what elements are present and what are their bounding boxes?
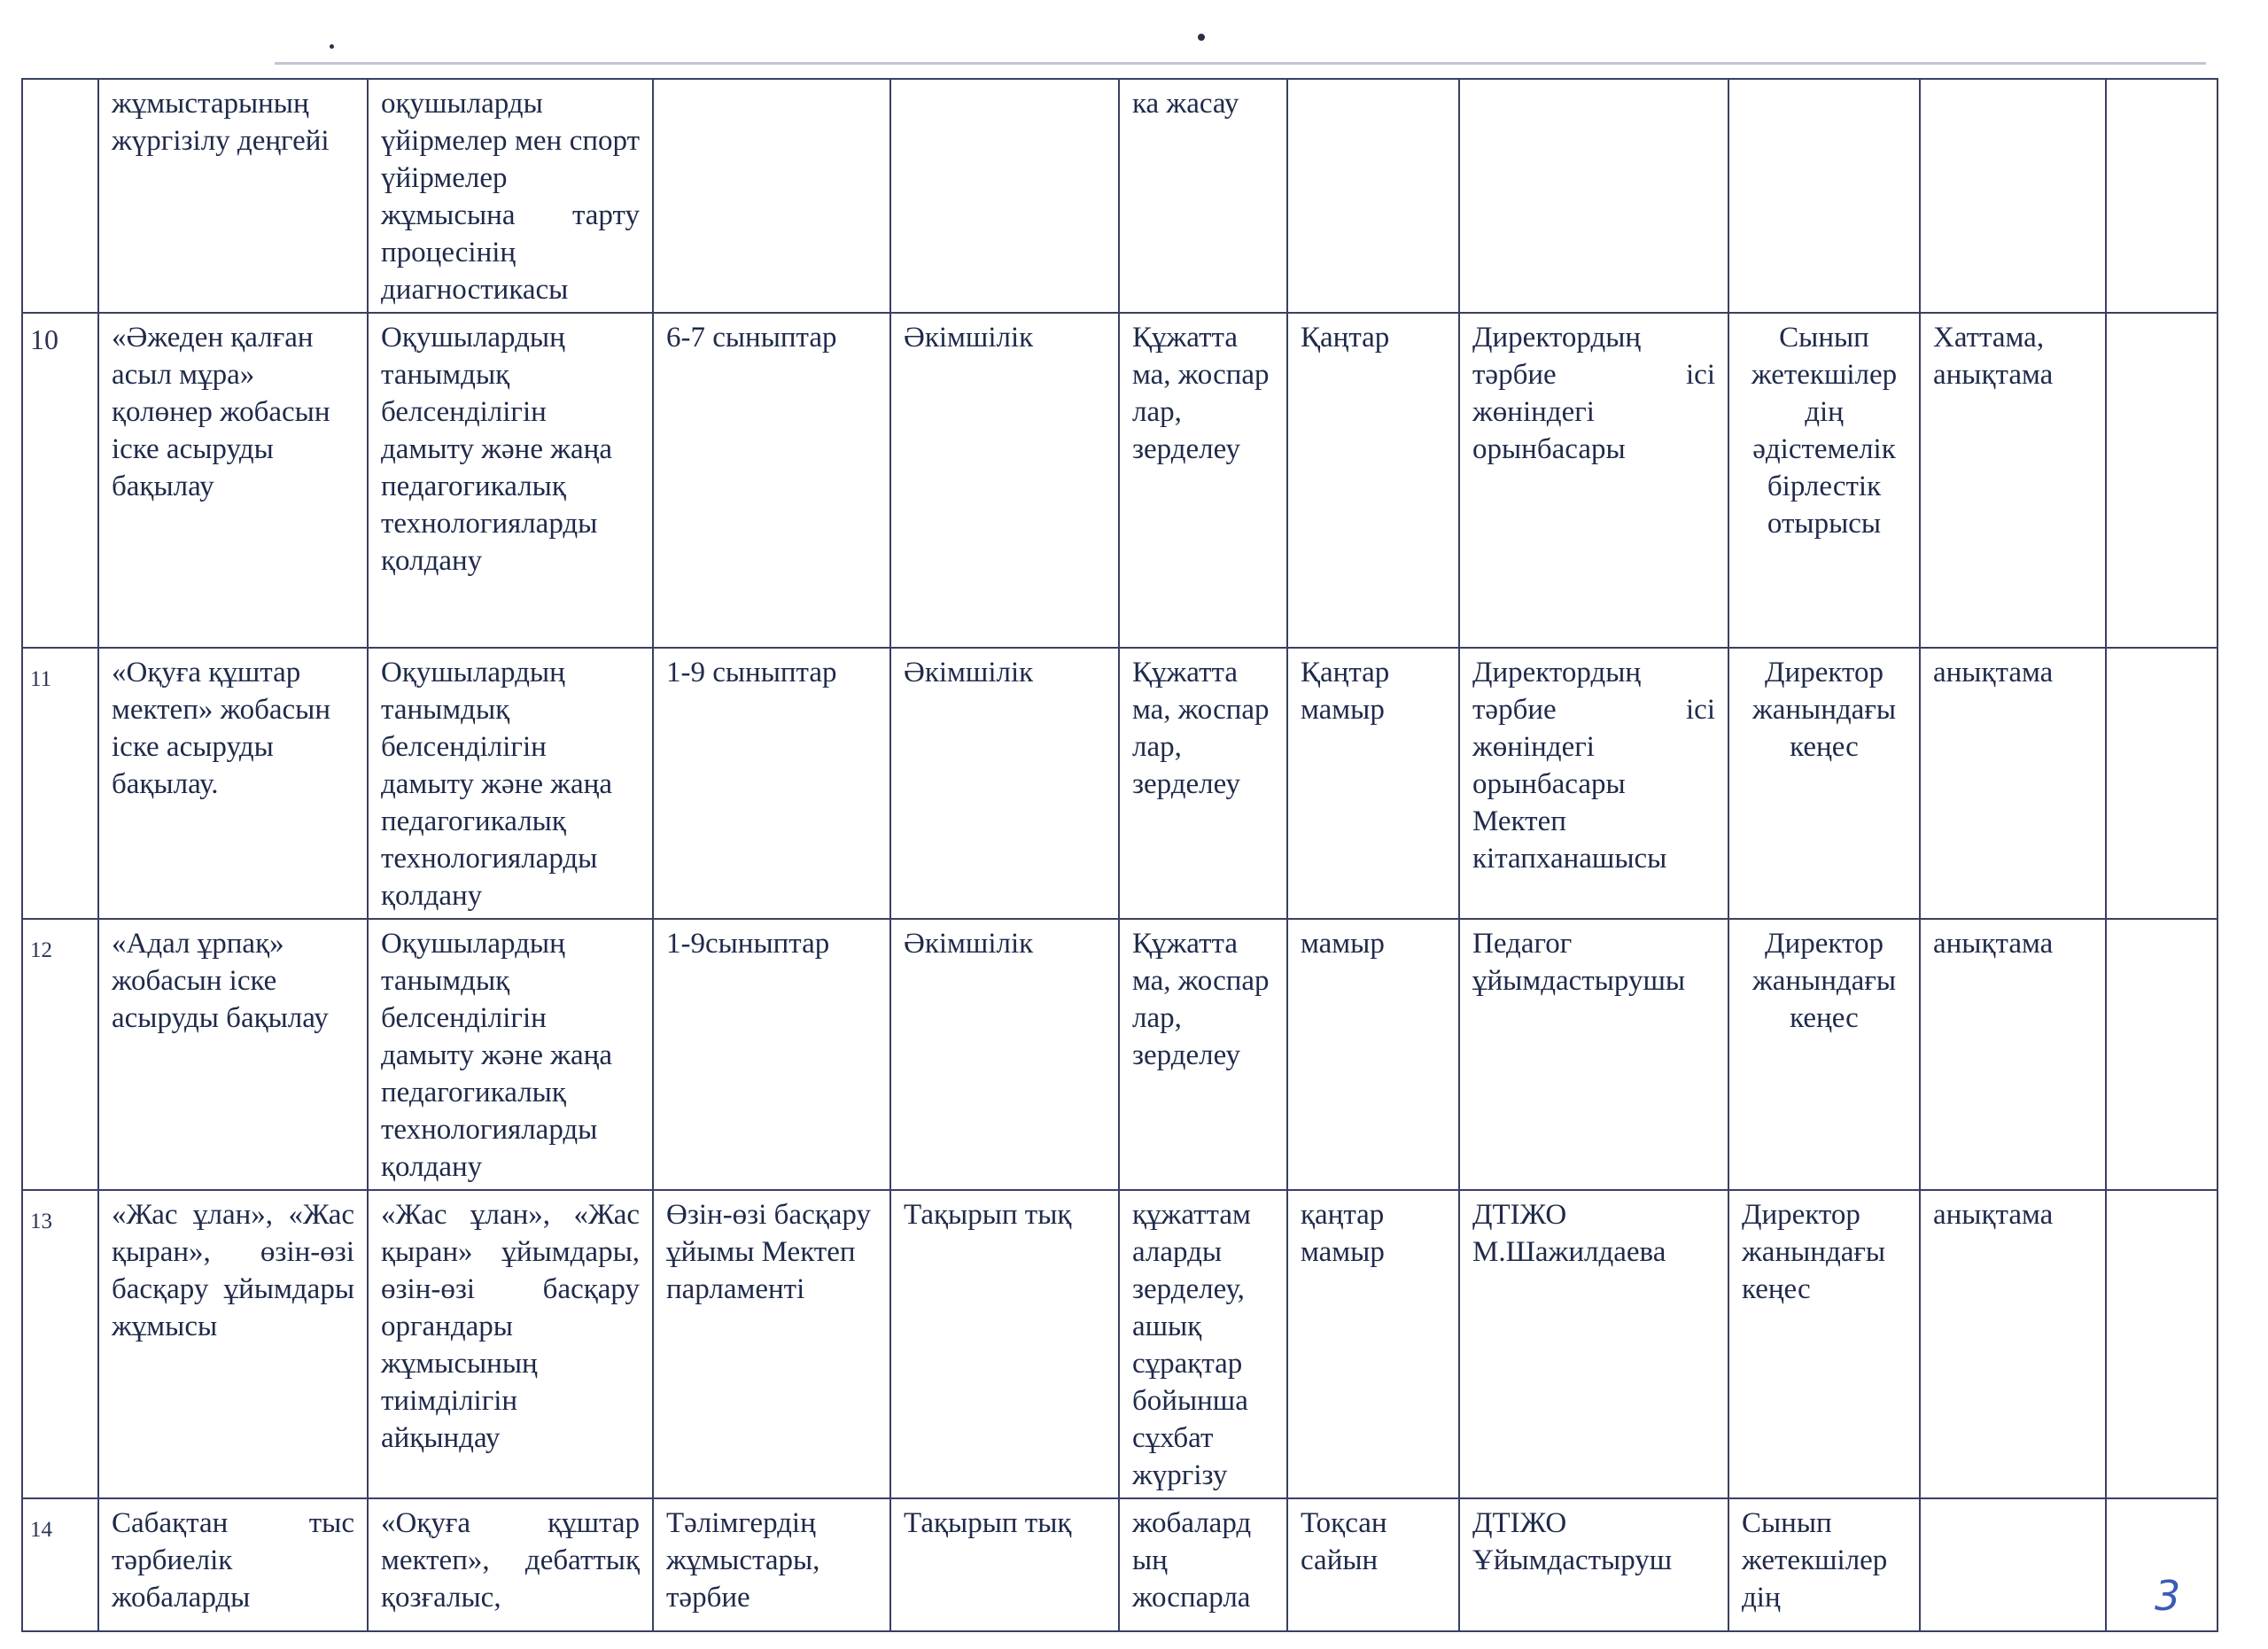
object-cell: 1-9 сыныптар xyxy=(653,648,890,919)
type-cell: Әкімшілік xyxy=(890,313,1119,648)
table-row xyxy=(22,1190,2218,1498)
goal-cell: Оқушылардың танымдық белсенділігін дамыту және жаңа педагогикалық технологияларды қолдану xyxy=(368,648,653,919)
row-number: 10 xyxy=(22,313,98,648)
responsible-cell: Педагог ұйымдастырушы xyxy=(1459,919,1728,1190)
review-cell: Директор жанындағы кеңес xyxy=(1728,1190,1920,1498)
table-row xyxy=(22,919,2218,1190)
review-cell: Сынып жетекшілер дің xyxy=(1728,1498,1920,1631)
scan-speck xyxy=(330,44,334,49)
goal-cell: «Оқуға құштар мектеп», дебаттық қозғалыс, xyxy=(368,1498,653,1631)
method-cell: Құжатта ма, жоспар лар, зерделеу xyxy=(1119,313,1287,648)
result-cell: анықтама xyxy=(1920,919,2106,1190)
object-cell: Тәлімгердің жұмыстары, тәрбие xyxy=(653,1498,890,1631)
scan-speck xyxy=(1198,34,1205,41)
topic-cell: «Оқуға құштар мектеп» жобасын іске асыруды бақылау. xyxy=(98,648,368,919)
method-cell: Құжатта ма, жоспар лар, зерделеу xyxy=(1119,648,1287,919)
empty-cell xyxy=(2106,1190,2218,1498)
responsible-cell: ДТІЖО М.Шажилдаева xyxy=(1459,1190,1728,1498)
review-cell xyxy=(1728,79,1920,313)
time-cell: Қаңтар мамыр xyxy=(1287,648,1459,919)
empty-cell xyxy=(2106,313,2218,648)
row-number: 12 xyxy=(22,919,98,1190)
result-cell: анықтама xyxy=(1920,648,2106,919)
object-cell: 6-7 сыныптар xyxy=(653,313,890,648)
review-cell: Директор жанындағы кеңес xyxy=(1728,919,1920,1190)
time-cell: Тоқсан сайын xyxy=(1287,1498,1459,1631)
result-cell: анықтама xyxy=(1920,1190,2106,1498)
result-cell xyxy=(1920,1498,2106,1631)
type-cell: Әкімшілік xyxy=(890,648,1119,919)
result-cell: Хаттама, анықтама xyxy=(1920,313,2106,648)
object-cell xyxy=(653,79,890,313)
object-cell: Өзін-өзі басқару ұйымы Мектеп парламенті xyxy=(653,1190,890,1498)
topic-cell: «Адал ұрпақ» жобасын іске асыруды бақылау xyxy=(98,919,368,1190)
topic-cell: жұмыстарының жүргізілу деңгейі xyxy=(98,79,368,313)
responsible-cell: Директордың тәрбие ісі жөніндегі орынбасары Мектеп кітапханашысы xyxy=(1459,648,1728,919)
empty-cell xyxy=(2106,919,2218,1190)
goal-cell: Оқушылардың танымдық белсенділігін дамыту және жаңа педагогикалық технологияларды қолдану xyxy=(368,313,653,648)
control-plan-table xyxy=(21,78,2217,1614)
page-number: 3 xyxy=(2155,1572,2181,1620)
table-row xyxy=(22,648,2218,919)
goal-cell: оқушыларды үйірмелер мен спорт үйірмелер жұмысына тарту процесінің диагностикасы xyxy=(368,79,653,313)
table-row xyxy=(22,79,2218,313)
method-cell: құжаттам аларды зерделеу, ашық сұрақтар бойынша сұхбат жүргізу xyxy=(1119,1190,1287,1498)
topic-cell: Сабақтан тыс тәрбиелік жобаларды xyxy=(98,1498,368,1631)
time-cell: Қаңтар xyxy=(1287,313,1459,648)
empty-cell xyxy=(2106,79,2218,313)
review-cell: Директор жанындағы кеңес xyxy=(1728,648,1920,919)
empty-cell xyxy=(2106,648,2218,919)
goal-cell: Оқушылардың танымдық белсенділігін дамыту және жаңа педагогикалық технологияларды қолдану xyxy=(368,919,653,1190)
responsible-cell: ДТІЖО Ұйымдастыруш xyxy=(1459,1498,1728,1631)
type-cell: Тақырып тық xyxy=(890,1498,1119,1631)
time-cell: мамыр xyxy=(1287,919,1459,1190)
responsible-cell: Директордың тәрбие ісі жөніндегі орынбасары xyxy=(1459,313,1728,648)
topic-cell: «Жас ұлан», «Жас қыран», өзін-өзі басқару ұйымдары жұмысы xyxy=(98,1190,368,1498)
row-number: 14 xyxy=(22,1498,98,1631)
responsible-cell xyxy=(1459,79,1728,313)
row-number: 13 xyxy=(22,1190,98,1498)
time-cell: қаңтар мамыр xyxy=(1287,1190,1459,1498)
table-row xyxy=(22,313,2218,648)
topic-cell: «Әжеден қалған асыл мұра» қолөнер жобасын іске асыруды бақылау xyxy=(98,313,368,648)
method-cell: ка жасау xyxy=(1119,79,1287,313)
scan-edge-line xyxy=(275,62,2206,65)
type-cell xyxy=(890,79,1119,313)
type-cell: Әкімшілік xyxy=(890,919,1119,1190)
table-row xyxy=(22,1498,2218,1631)
review-cell: Сынып жетекшілер дің әдістемелік бірлестік отырысы xyxy=(1728,313,1920,648)
time-cell xyxy=(1287,79,1459,313)
row-number xyxy=(22,79,98,313)
method-cell: жобалард ың жоспарла xyxy=(1119,1498,1287,1631)
method-cell: Құжатта ма, жоспар лар, зерделеу xyxy=(1119,919,1287,1190)
type-cell: Тақырып тық xyxy=(890,1190,1119,1498)
goal-cell: «Жас ұлан», «Жас қыран» ұйымдары, өзін-өзі басқару органдары жұмысының тиімділігін айқындау xyxy=(368,1190,653,1498)
object-cell: 1-9сыныптар xyxy=(653,919,890,1190)
row-number: 11 xyxy=(22,648,98,919)
result-cell xyxy=(1920,79,2106,313)
